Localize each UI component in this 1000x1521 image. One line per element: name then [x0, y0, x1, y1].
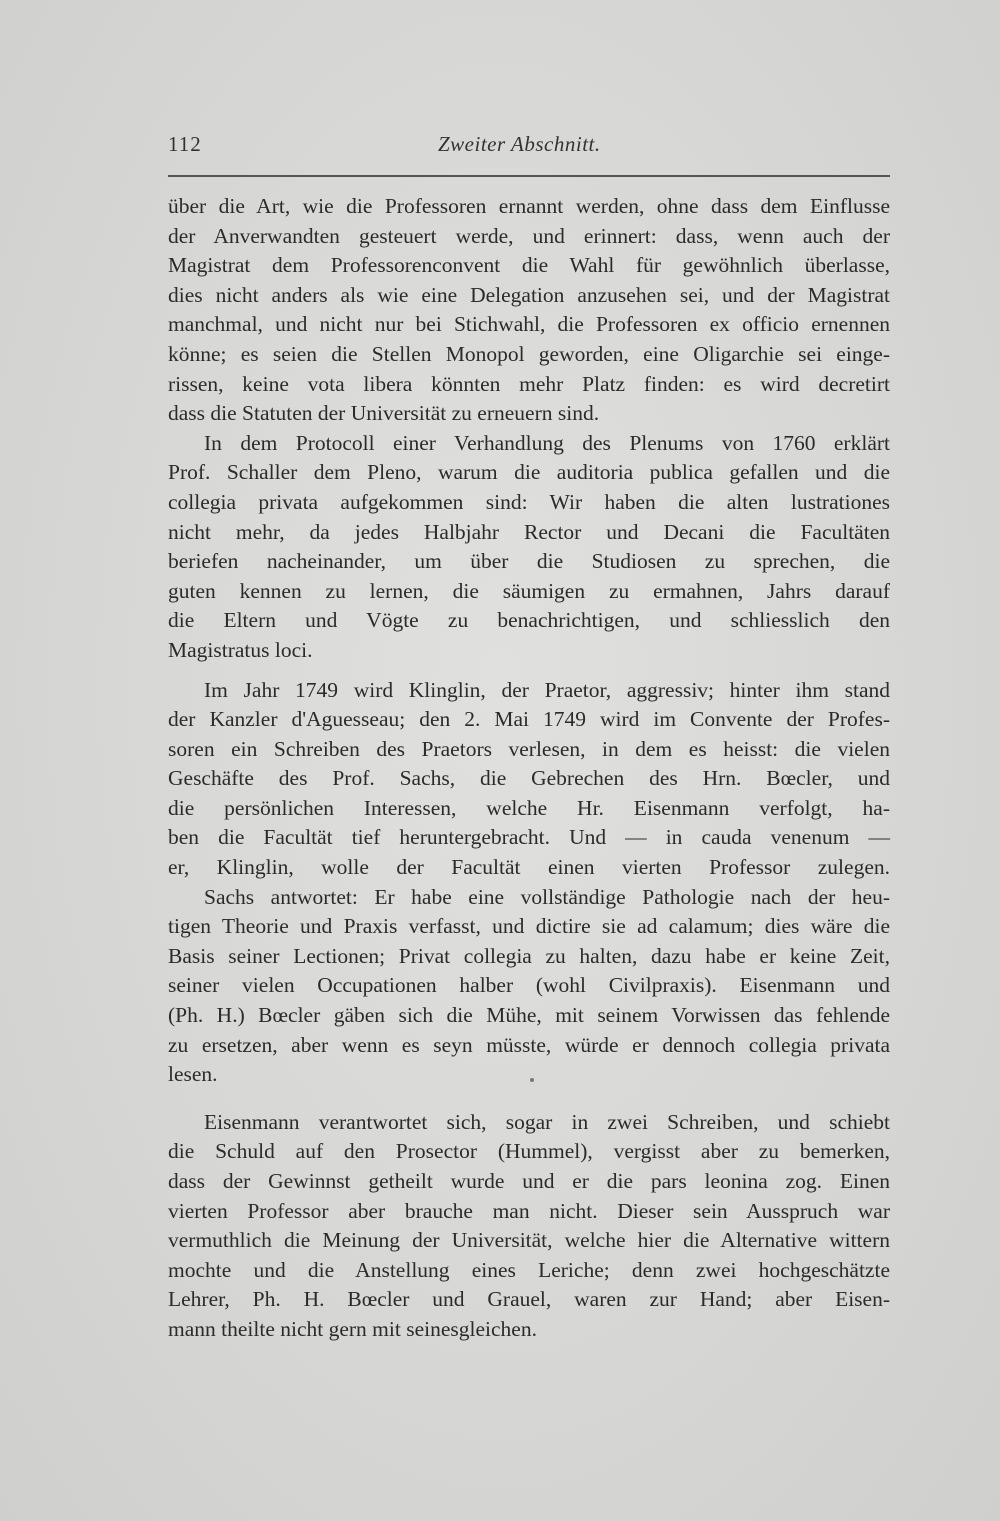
page-number: 112 [168, 132, 202, 156]
text-line: guten kennen zu lernen, die säumigen zu ermahnen, Jahrs darauf [168, 578, 890, 603]
text-line: die Schuld auf den Prosector (Hummel), vergisst aber zu bemerken, [168, 1139, 890, 1164]
text-line: dass der Gewinnst getheilt wurde und er die pars leonina zog. Einen [168, 1169, 890, 1193]
text-line: der Kanzler d'Aguesseau; den 2. Mai 1749 wird im Convente der Profes- [168, 707, 890, 732]
text-line: beriefen nacheinander, um über die Studiosen zu sprechen, die [168, 549, 890, 574]
text-line: vierten Professor aber brauche man nicht. Dieser sein Ausspruch war [168, 1198, 890, 1223]
text-line: über die Art, wie die Professoren ernannt werden, ohne dass dem Einflusse [168, 194, 890, 218]
text-line: manchmal, und nicht nur bei Stichwahl, die Professoren ex officio ernennen [168, 312, 890, 337]
running-head: Zweiter Abschnitt. [438, 132, 601, 156]
text-line: (Ph. H.) Bœcler gäben sich die Mühe, mit seinem Vorwissen das fehlende [168, 1003, 890, 1028]
text-line: Magistratus loci. [168, 637, 313, 662]
header-rule [168, 175, 890, 177]
body-text [168, 192, 890, 1345]
page-header [168, 128, 890, 160]
text-line: nicht mehr, da jedes Halbjahr Rector und Decani die Facultäten [168, 519, 890, 544]
text-line: seiner vielen Occupationen halber (wohl Civilpraxis). Eisenmann und [168, 973, 890, 998]
text-line: ben die Facultät tief heruntergebracht. Und — in cauda venenum — [168, 825, 890, 850]
text-line: Sachs antwortet: Er habe eine vollständige Pathologie nach der heu- [204, 884, 890, 909]
text-line: dass die Statuten der Universität zu erneuern sind. [168, 401, 600, 426]
text-line: mochte und die Anstellung eines Leriche; denn zwei hochgeschätzte [168, 1257, 890, 1282]
text-line: die Eltern und Vögte zu benachrichtigen, und schliesslich den [168, 608, 890, 633]
text-line: zu ersetzen, aber wenn es seyn müsste, würde er dennoch collegia privata [168, 1032, 890, 1057]
text-line: tigen Theorie und Praxis verfasst, und dictire sie ad calamum; dies wäre die [168, 914, 890, 939]
text-line: der Anverwandten gesteuert werde, und erinnert: dass, wenn auch der [168, 223, 890, 248]
text-line: In dem Protocoll einer Verhandlung des Plenums von 1760 erklärt [204, 430, 890, 455]
paragraph-gap [168, 1090, 890, 1108]
paragraph [168, 192, 890, 429]
text-line: vermuthlich die Meinung der Universität, welche hier die Alternative wittern [168, 1228, 890, 1253]
text-line: Eisenmann verantwortet sich, sogar in zwei Schreiben, und schiebt [204, 1109, 890, 1134]
text-line: dies nicht anders als wie eine Delegation anzusehen sei, und der Magistrat [168, 282, 890, 307]
text-line: soren ein Schreiben des Praetors verlesen, in dem es heisst: die vielen [168, 736, 890, 761]
text-line: collegia privata aufgekommen sind: Wir haben die alten lustrationes [168, 489, 890, 514]
text-line: könne; es seien die Stellen Monopol geworden, eine Oligarchie sei einge- [168, 341, 890, 366]
text-line: Prof. Schaller dem Pleno, warum die auditoria publica gefallen und die [168, 460, 890, 485]
paragraph [168, 429, 890, 666]
text-line: Magistrat dem Professorenconvent die Wahl für gewöhnlich überlasse, [168, 253, 890, 278]
text-line: er, Klinglin, wolle der Facultät einen vierten Professor zulegen. [168, 855, 890, 880]
text-line: die persönlichen Interessen, welche Hr. Eisenmann verfolgt, ha- [168, 795, 890, 820]
paragraph [168, 1108, 890, 1345]
paragraph [168, 883, 890, 1090]
text-line: Im Jahr 1749 wird Klinglin, der Praetor, aggressiv; hinter ihm stand [204, 677, 890, 702]
text-line: lesen. [168, 1062, 218, 1087]
ink-speck [530, 1078, 534, 1082]
text-line: rissen, keine vota libera könnten mehr Platz finden: es wird decretirt [168, 371, 890, 396]
text-line: Basis seiner Lectionen; Privat collegia zu halten, dazu habe er keine Zeit, [168, 943, 890, 968]
text-line: Lehrer, Ph. H. Bœcler und Grauel, waren zur Hand; aber Eisen- [168, 1287, 890, 1312]
paragraph-gap [168, 666, 890, 676]
text-line: Geschäfte des Prof. Sachs, die Gebrechen des Hrn. Bœcler, und [168, 766, 890, 791]
text-line: mann theilte nicht gern mit seinesgleichen. [168, 1316, 537, 1341]
paragraph [168, 676, 890, 883]
